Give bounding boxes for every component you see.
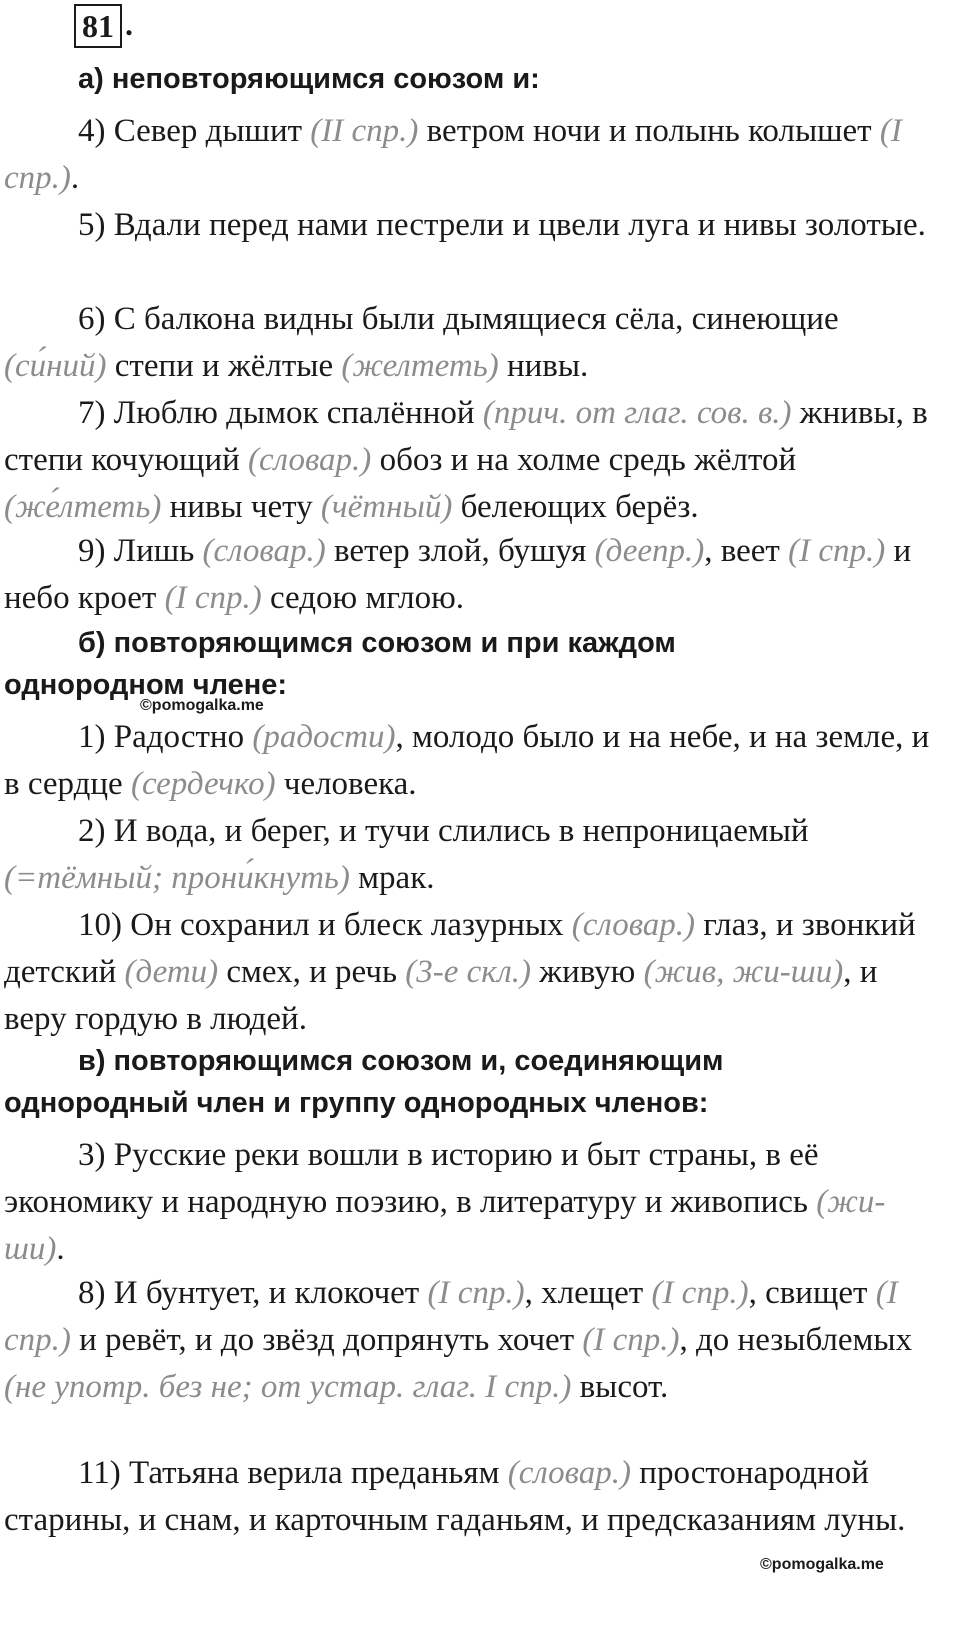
grammar-note: (3-е скл.): [405, 954, 532, 990]
sentence-9: 9) Лишь (словар.) ветер злой, бушуя (деепр.), веет (I спр.) и небо кроет (I спр.) седою мглою.: [4, 533, 912, 616]
grammar-note: (=тёмный; прони́кнуть): [4, 860, 350, 896]
grammar-note: (II спр.): [310, 113, 419, 149]
watermark-bottom: ©pomogalka.me: [760, 1556, 884, 1573]
grammar-note: (дети): [124, 954, 219, 990]
sentence-4: 4) Север дышит (II спр.) ветром ночи и полынь колышет (I спр.).: [4, 113, 902, 196]
grammar-note: (словар.): [248, 442, 372, 478]
section-b-title-line2: однородном члене:: [4, 669, 288, 701]
sentence-5: 5) Вдали перед нами пестрели и цвели луга и нивы золотые.: [78, 207, 926, 243]
grammar-note: (словар.): [202, 533, 326, 569]
exercise-number: 81: [74, 4, 122, 48]
section-c-title-line1: в) повторяющимся союзом и, соединяющим: [78, 1045, 724, 1077]
grammar-note: (I спр.): [4, 1275, 898, 1358]
sentence-7: 7) Люблю дымок спалённой (прич. от глаг. сов. в.) жнивы, в степи кочующий (словар.) обоз и на холме средь жёлтой (же́лтеть) нивы чету (чётный) белеющих берёз.: [4, 395, 928, 525]
grammar-note: (жив, жи-ши): [643, 954, 844, 990]
grammar-note: (I спр.): [4, 113, 902, 196]
section-b-title-line1: б) повторяющимся союзом и при каждом: [78, 627, 676, 659]
grammar-note: (I спр.): [788, 533, 886, 569]
grammar-note: (I спр.): [651, 1275, 749, 1311]
grammar-note: (сердечко): [130, 766, 276, 802]
watermark-middle: ©pomogalka.me: [140, 697, 264, 714]
sentence-6: 6) С балкона видны были дымящиеся сёла, синеющие (си́ний) степи и жёлтые (желтеть) нивы.: [4, 301, 839, 384]
sentence-b1: 1) Радостно (радости), молодо было и на небе, и на земле, и в сердце (сердечко) человека.: [4, 719, 930, 802]
sentence-c3: 3) Русские реки вошли в историю и быт страны, в её экономику и народную поэзию, в литературу и живопись (жи-ши).: [4, 1137, 886, 1267]
grammar-note: (I спр.): [427, 1275, 525, 1311]
sentence-c11: 11) Татьяна верила преданьям (словар.) простонародной старины, и снам, и карточным гаданьям, и предсказаниям луны.: [4, 1455, 906, 1538]
grammar-note: (словар.): [571, 907, 696, 943]
sentence-c8: 8) И бунтует, и клокочет (I спр.), хлещет (I спр.), свищет (I спр.) и ревёт, и до звёзд допрянуть хочет (I спр.), до незыблемых (не употр. без не; от устар. глаг. I спр.) высот.: [4, 1275, 913, 1405]
section-c-title-line2: однородный член и группу однородных членов:: [4, 1087, 709, 1119]
grammar-note: (жи-ши): [4, 1184, 886, 1267]
grammar-note: (си́ний): [4, 348, 107, 384]
grammar-note: (чётный): [320, 489, 453, 525]
sentence-b2: 2) И вода, и берег, и тучи слились в непроницаемый (=тёмный; прони́кнуть) мрак.: [4, 813, 809, 896]
grammar-note: (I спр.): [582, 1322, 680, 1358]
grammar-note: (словар.): [507, 1455, 632, 1491]
grammar-note: (желтеть): [341, 348, 499, 384]
grammar-note: (не употр. без не; от устар. глаг. I спр.): [4, 1369, 572, 1405]
grammar-note: (прич. от глаг. сов. в.): [482, 395, 792, 431]
sentence-b10: 10) Он сохранил и блеск лазурных (словар.) глаз, и звонкий детский (дети) смех, и речь (3-е скл.) живую (жив, жи-ши), и веру гордую в людей.: [4, 907, 916, 1037]
grammar-note: (радости): [252, 719, 396, 755]
grammar-note: (деепр.): [594, 533, 705, 569]
grammar-note: (I спр.): [164, 580, 262, 616]
exercise-number-dot: .: [125, 6, 133, 42]
section-a-title: а) неповторяющимся союзом и:: [78, 63, 540, 95]
grammar-note: (же́лтеть): [4, 489, 162, 525]
